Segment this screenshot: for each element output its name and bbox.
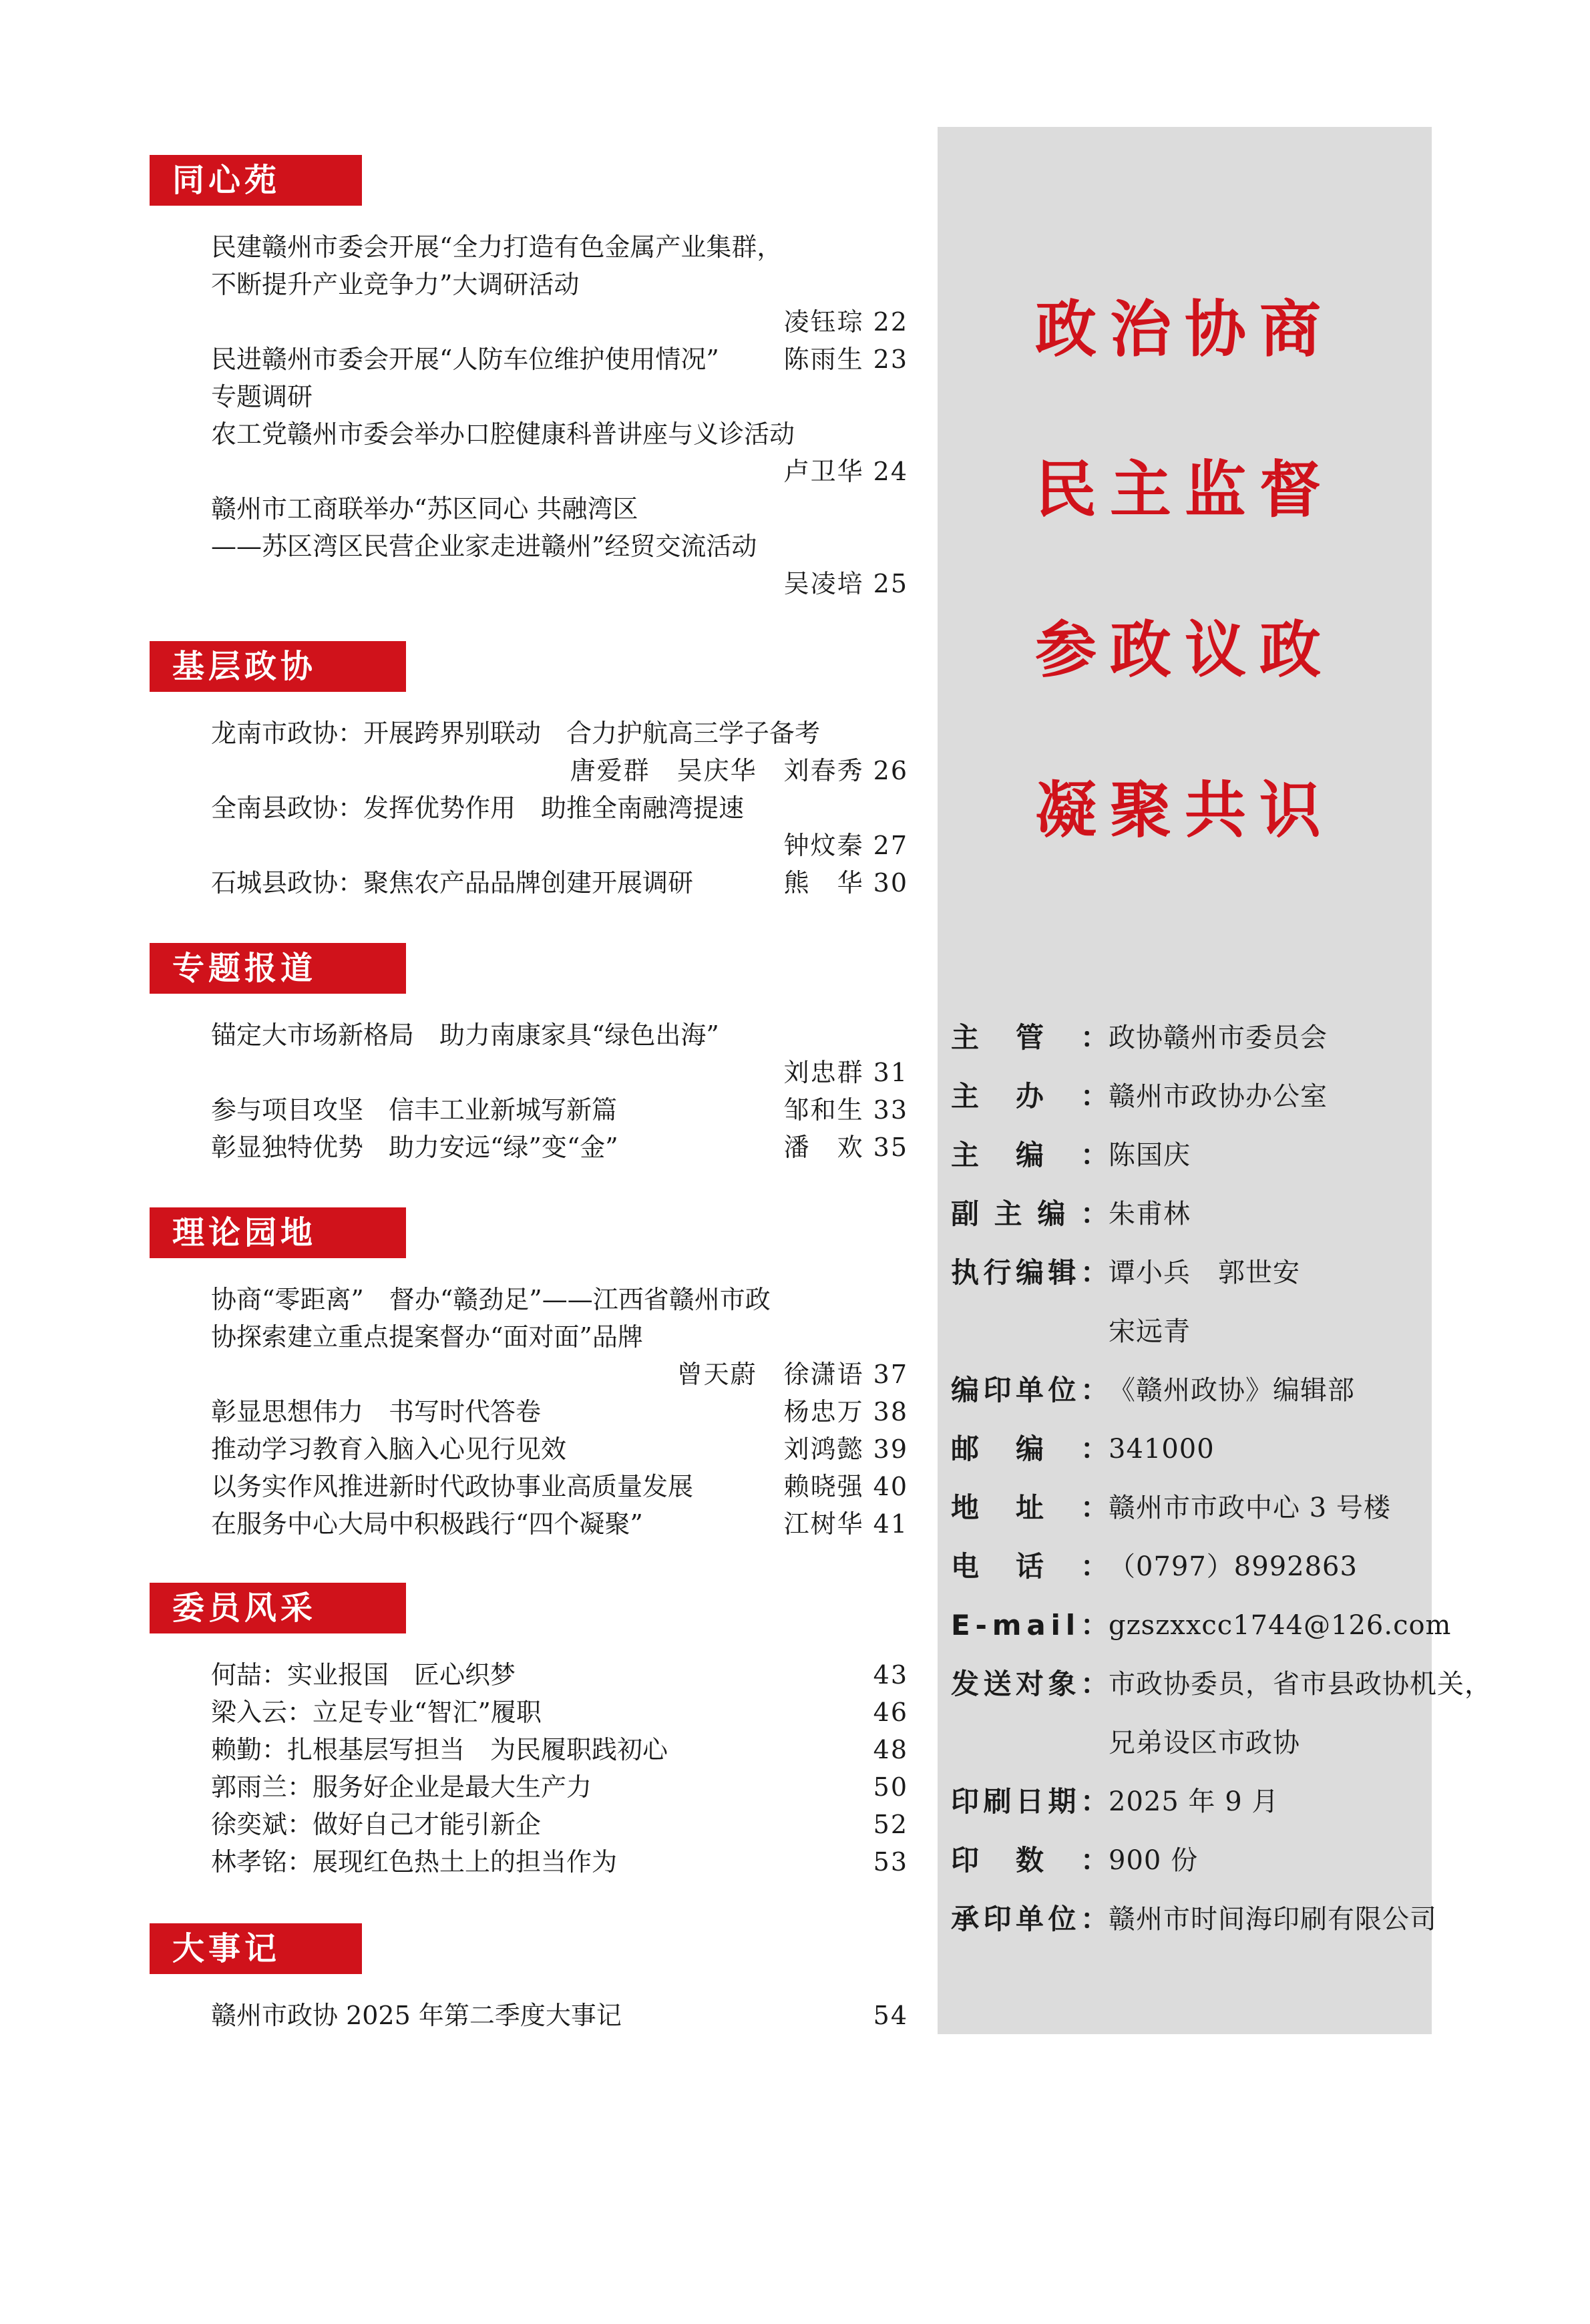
toc-entry[interactable]: [211, 1505, 908, 1543]
masthead-label: [951, 1537, 1109, 1596]
entry-title-line: 不断提升产业竞争力”大调研活动: [211, 270, 580, 299]
masthead-label-char: ：: [1080, 1668, 1109, 1700]
section-heading: 基层政协: [150, 641, 406, 692]
section-heading: 专题报道: [150, 943, 406, 994]
entry-title-line: 协探索建立重点提案督办“面对面”品牌: [211, 1322, 643, 1352]
masthead-label-char: ：: [1080, 1374, 1109, 1406]
masthead-label-char: 主: [951, 1139, 980, 1171]
masthead-value: 341000: [1109, 1434, 1215, 1465]
toc-section: [150, 1923, 911, 2324]
entry-title-line: 专题调研: [211, 382, 313, 411]
toc-entry[interactable]: [211, 415, 908, 490]
masthead-label-char: 印: [983, 1374, 1012, 1406]
entry-title-line: 石城县政协：聚焦农产品品牌创建开展调研: [211, 868, 694, 898]
entry-author-page: 钟炆秦 27: [783, 831, 908, 860]
masthead-value: 朱甫林: [1109, 1199, 1191, 1229]
slogan-3: 参政议政: [1034, 614, 1334, 686]
masthead-label: [951, 1185, 1109, 1243]
entry-author-page: 熊 华 30: [783, 868, 908, 898]
toc-entry[interactable]: [211, 1468, 908, 1505]
masthead-label-char: 日: [1015, 1785, 1044, 1818]
masthead-label-char: 发: [951, 1668, 980, 1700]
entry-author-page: 凌钰琮 22: [783, 307, 908, 337]
masthead-label-char: 副: [951, 1197, 980, 1230]
masthead-label-char: m: [992, 1609, 1022, 1641]
masthead-label-char: l: [1065, 1609, 1076, 1641]
entry-title-line: 赣州市政协 2025 年第二季度大事记: [211, 2001, 622, 2030]
masthead-label-char: 主: [994, 1197, 1022, 1230]
masthead-label-char: 象: [1048, 1668, 1076, 1700]
toc-entry[interactable]: [211, 789, 908, 864]
toc-entry[interactable]: [211, 1806, 908, 1843]
section-heading: 同心苑: [150, 155, 362, 206]
toc-entry[interactable]: [211, 1393, 908, 1430]
masthead-label-char: 话: [1015, 1550, 1044, 1583]
entry-title-line: 以务实作风推进新时代政协事业高质量发展: [211, 1472, 694, 1501]
masthead-value[interactable]: gzszxxcc1744@126.com: [1109, 1610, 1452, 1641]
entry-title-line: 赖勤：扎根基层写担当 为民履职践初心: [211, 1735, 668, 1764]
toc-entry[interactable]: [211, 1016, 908, 1091]
masthead-label-char: 单: [1015, 1374, 1044, 1406]
masthead-value: 赣州市时间海印刷有限公司: [1109, 1904, 1437, 1935]
masthead-label-char: 电: [951, 1550, 980, 1583]
masthead-label-char: ：: [1080, 1609, 1109, 1641]
toc-entry[interactable]: [211, 1129, 908, 1166]
masthead-label-char: ：: [1080, 1080, 1109, 1113]
masthead-label-char: 位: [1048, 1903, 1076, 1935]
section-heading: 大事记: [150, 1923, 362, 1974]
masthead-label-char: 印: [951, 1785, 980, 1818]
masthead-value: 宋远青: [1109, 1316, 1191, 1347]
masthead-label-char: ：: [1080, 1491, 1109, 1524]
masthead-value: 陈国庆: [1109, 1140, 1191, 1171]
toc-entry[interactable]: [211, 1656, 908, 1694]
entry-author-page: 潘 欢 35: [783, 1133, 908, 1162]
slogan-4: 凝聚共识: [1034, 774, 1334, 846]
entry-author-page: 卢卫华 24: [783, 457, 908, 486]
toc-entry[interactable]: [211, 1843, 908, 1881]
entry-author-page: 43: [873, 1660, 908, 1690]
masthead-label-char: 期: [1048, 1785, 1076, 1818]
masthead-label-char: 编: [1015, 1139, 1044, 1171]
masthead-label-char: 编: [1037, 1197, 1066, 1230]
entry-author-page: 江树华 41: [783, 1509, 908, 1539]
masthead-label: [951, 1479, 1109, 1537]
masthead-label-char: 送: [983, 1668, 1012, 1700]
masthead-label-char: ：: [1080, 1785, 1109, 1818]
toc-entry[interactable]: [211, 490, 908, 602]
masthead-label-char: 位: [1048, 1374, 1076, 1406]
entry-title-line: 协商“零距离” 督办“赣劲足”——江西省赣州市政: [211, 1285, 771, 1314]
entry-title-line: 彰显思想伟力 书写时代答卷: [211, 1397, 542, 1426]
entry-author-page: 陈雨生 23: [783, 345, 908, 374]
masthead-value: 2025 年 9 月: [1109, 1786, 1279, 1817]
slogan-1: 政治协商: [1034, 293, 1334, 365]
masthead-label-char: 刷: [983, 1785, 1012, 1818]
masthead-label-char: 编: [1015, 1256, 1044, 1289]
masthead-label-char: 地: [951, 1491, 980, 1524]
toc-entry[interactable]: [211, 1430, 908, 1468]
masthead-label-char: 数: [1015, 1844, 1044, 1877]
entry-title-line: 民进赣州市委会开展“人防车位维护使用情况”: [211, 345, 719, 374]
masthead-value: 政协赣州市委员会: [1109, 1022, 1328, 1053]
slogan-2: 民主监督: [1034, 453, 1334, 526]
masthead-label-char: -: [975, 1609, 987, 1641]
toc-section: [150, 155, 911, 598]
section-heading: 理论园地: [150, 1207, 406, 1258]
toc-entry[interactable]: [211, 1768, 908, 1806]
masthead-panel: [938, 127, 1492, 2034]
masthead-label-char: 办: [1015, 1080, 1044, 1113]
entry-title-line: 何喆：实业报国 匠心织梦: [211, 1660, 516, 1690]
toc-entry[interactable]: [211, 864, 908, 902]
masthead-label: [951, 1772, 1109, 1831]
masthead-label-char: 编: [951, 1374, 980, 1406]
toc-entry[interactable]: [211, 1091, 908, 1129]
masthead-label: [951, 1067, 1109, 1126]
entry-author-page: 54: [873, 2001, 908, 2030]
masthead-label-char: 辑: [1048, 1256, 1076, 1289]
entry-author-page: 吴凌培 25: [783, 569, 908, 598]
entry-author-page: 曾天蔚 徐潇语 37: [676, 1360, 908, 1389]
masthead-label: [951, 1831, 1109, 1890]
entry-title-line: 民建赣州市委会开展“全力打造有色金属产业集群，: [211, 232, 783, 262]
masthead-label-char: ：: [1080, 1197, 1109, 1230]
masthead-value: 兄弟设区市政协: [1109, 1728, 1300, 1758]
entry-title-line: 林孝铭：展现红色热土上的担当作为: [211, 1847, 618, 1877]
toc-entry[interactable]: [211, 341, 908, 415]
masthead-value: 谭小兵 郭世安: [1109, 1257, 1300, 1288]
entry-title-line: 锚定大市场新格局 助力南康家具“绿色出海”: [211, 1020, 719, 1050]
entry-title-line: 梁入云：立足专业“智汇”履职: [211, 1698, 542, 1727]
masthead-label-char: 印: [983, 1903, 1012, 1935]
entry-author-page: 唐爱群 吴庆华 刘春秀 26: [570, 756, 908, 785]
masthead-label-char: 编: [1015, 1432, 1044, 1465]
masthead-label-char: ：: [1080, 1432, 1109, 1465]
entry-title-line: 全南县政协：发挥优势作用 助推全南融湾提速: [211, 793, 745, 823]
entry-title-line: 赣州市工商联举办“苏区同心 共融湾区: [211, 494, 638, 524]
masthead-value: 赣州市市政中心 3 号楼: [1109, 1493, 1391, 1523]
entry-author-page: 48: [873, 1735, 908, 1764]
section-heading: 委员风采: [150, 1583, 406, 1633]
entry-author-page: 53: [873, 1847, 908, 1877]
entry-author-page: 刘忠群 31: [783, 1058, 908, 1087]
masthead-label-char: ：: [1080, 1550, 1109, 1583]
masthead-label-char: 址: [1015, 1491, 1044, 1524]
masthead-label: [951, 1008, 1109, 1067]
entry-title-line: 推动学习教育入脑入心见行见效: [211, 1434, 567, 1464]
entry-title-line: 徐奕斌：做好自己才能引新企: [211, 1810, 542, 1839]
masthead-label: [951, 1420, 1109, 1479]
entry-author-page: 邹和生 33: [783, 1095, 908, 1125]
masthead-label-char: 管: [1015, 1021, 1044, 1054]
toc-entry[interactable]: [211, 1694, 908, 1731]
masthead-label: [951, 1655, 1109, 1714]
masthead-label-char: i: [1050, 1609, 1060, 1641]
masthead-label-char: 行: [983, 1256, 1012, 1289]
toc-entry[interactable]: [211, 1281, 908, 1393]
masthead-label-char: ：: [1080, 1844, 1109, 1877]
masthead-label-char: 主: [951, 1080, 980, 1113]
masthead-label-char: a: [1026, 1609, 1046, 1641]
masthead-value: 900 份: [1109, 1845, 1199, 1876]
masthead-label-char: ：: [1080, 1021, 1109, 1054]
entry-title-line: 郭雨兰：服务好企业是最大生产力: [211, 1772, 592, 1802]
entry-title-line: 参与项目攻坚 信丰工业新城写新篇: [211, 1095, 618, 1125]
masthead-label-char: 邮: [951, 1432, 980, 1465]
masthead-label-char: ：: [1080, 1903, 1109, 1935]
entry-author-page: 刘鸿懿 39: [783, 1434, 908, 1464]
entry-title-line: 彰显独特优势 助力安远“绿”变“金”: [211, 1133, 618, 1162]
masthead-label: [951, 1126, 1109, 1185]
entry-title-line: 龙南市政协：开展跨界别联动 合力护航高三学子备考: [211, 719, 821, 748]
entry-author-page: 46: [873, 1698, 908, 1727]
masthead-label-char: 承: [951, 1903, 980, 1935]
masthead-label-char: 印: [951, 1844, 980, 1877]
masthead-label-char: 对: [1015, 1668, 1044, 1700]
masthead-label: [951, 1890, 1109, 1949]
entry-title-line: ——苏区湾区民营企业家走进赣州”经贸交流活动: [211, 532, 757, 561]
masthead-label: [951, 1361, 1109, 1420]
toc-section: [150, 1207, 911, 1608]
toc-entry[interactable]: [211, 1997, 908, 2034]
entry-author-page: 52: [873, 1810, 908, 1839]
toc-entry[interactable]: [211, 715, 908, 789]
entry-author-page: 50: [873, 1772, 908, 1802]
masthead-label-char: 主: [951, 1021, 980, 1054]
masthead-label: [951, 1596, 1109, 1655]
masthead-value: 《赣州政协》编辑部: [1109, 1375, 1355, 1406]
entry-title-line: 在服务中心大局中积极践行“四个凝聚”: [211, 1509, 643, 1539]
entry-title-line: 农工党赣州市委会举办口腔健康科普讲座与义诊活动: [211, 419, 795, 449]
masthead-label-char: ：: [1080, 1256, 1109, 1289]
toc-entry[interactable]: [211, 228, 908, 341]
masthead-value: 赣州市政协办公室: [1109, 1081, 1328, 1112]
toc-entry[interactable]: [211, 1731, 908, 1768]
masthead-value: 市政协委员，省市县政协机关，: [1109, 1669, 1492, 1700]
masthead-label-char: E: [951, 1609, 970, 1641]
masthead-label-char: ：: [1080, 1139, 1109, 1171]
entry-author-page: 赖晓强 40: [783, 1472, 908, 1501]
masthead-label-char: 执: [951, 1256, 980, 1289]
masthead-label-char: 单: [1015, 1903, 1044, 1935]
masthead-label: [951, 1243, 1109, 1302]
masthead-value: （0797）8992863: [1109, 1551, 1358, 1582]
entry-author-page: 杨忠万 38: [783, 1397, 908, 1426]
